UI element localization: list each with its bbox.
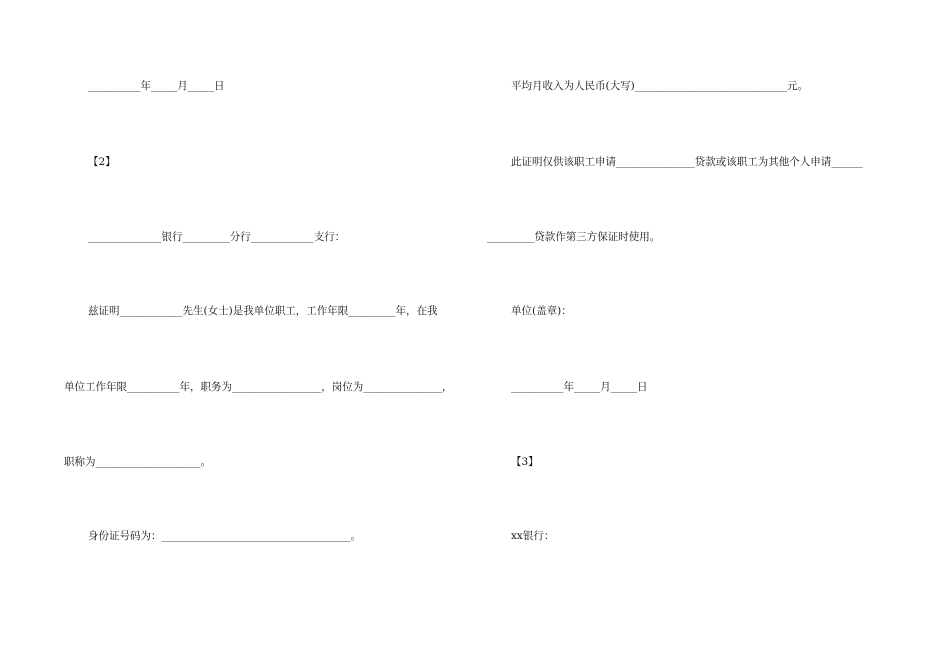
date-line: __________年_____月_____日 bbox=[88, 80, 225, 92]
bank-salutation: xx银行： bbox=[511, 530, 555, 542]
unit-seal-line: 单位(盖章)： bbox=[511, 305, 572, 317]
usage-statement-line-1: 此证明仅供该职工申请_______________贷款或该职工为其他个人申请______ bbox=[511, 156, 863, 168]
job-title-line: 职称为____________________。 bbox=[64, 456, 211, 468]
certify-line-2: 单位工作年限__________年，职务为_________________，岗位为_______________， bbox=[64, 381, 453, 393]
date-line: __________年_____月_____日 bbox=[511, 381, 648, 393]
monthly-income-line: 平均月收入为人民币(大写)_____________________________元。 bbox=[511, 80, 808, 92]
certify-line-1: 兹证明____________先生(女士)是我单位职工，工作年限_________年，在我 bbox=[88, 305, 438, 317]
id-number-line: 身份证号码为：____________________________________。 bbox=[88, 530, 361, 542]
usage-statement-line-2: _________贷款作第三方保证时使用。 bbox=[487, 231, 661, 243]
bank-address-line: ______________银行_________分行____________支行： bbox=[88, 231, 346, 243]
section-2-heading: 【2】 bbox=[88, 156, 116, 168]
section-3-heading: 【3】 bbox=[511, 456, 539, 468]
